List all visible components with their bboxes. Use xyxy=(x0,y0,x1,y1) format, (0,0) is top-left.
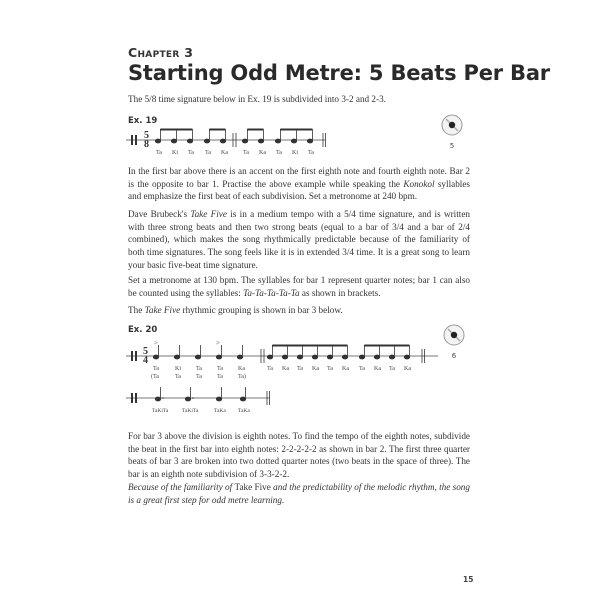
syllable: Ka xyxy=(404,366,411,372)
syllable: Ta xyxy=(153,366,159,372)
syllable: Ta xyxy=(267,366,273,372)
example-19-label: Ex. 19 xyxy=(128,116,158,126)
accent-mark: > xyxy=(154,339,158,347)
example-19-notation xyxy=(118,126,438,162)
syllable: Ka xyxy=(221,150,228,156)
syllable: Ta xyxy=(389,366,395,372)
alt-syllable: Ta) xyxy=(238,374,246,380)
paragraph-konokol: In the first bar above there is an accent on the first eighth note and fourth eighth note. Bar 2 is the opposite to bar 1. Practise the above example while speaking the Konokol syllables and emphasize the first beat of each subdivision. Set a metronome at 240 bpm. xyxy=(128,166,470,202)
example-20-notation-row-2 xyxy=(118,386,278,418)
syllable: TaKa xyxy=(214,408,226,414)
syllable: Ta xyxy=(205,150,211,156)
paragraph-conclusion: Because of the familiarity of Take Five and the predictability of the melodic rhythm, the song is a great first step for odd metre learning. xyxy=(128,482,470,505)
example-20-notation-row-1 xyxy=(118,336,438,386)
syllable: Ta xyxy=(359,366,365,372)
page-title: Starting Odd Metre: 5 Beats Per Bar xyxy=(128,61,550,85)
time-signature-bottom: 8 xyxy=(144,139,149,150)
syllable: TaKa xyxy=(238,408,250,414)
cd-track-5 xyxy=(439,114,465,150)
syllable: Ta xyxy=(156,150,162,156)
page-number: 15 xyxy=(463,575,474,584)
paragraph-metronome: Set a metronome at 130 bpm. The syllables for bar 1 represent quarter notes; bar 1 can also be counted using the syllables: Ta-Ta-Ta-Ta-Ta as shown in brackets. xyxy=(128,275,470,298)
intro-paragraph: The 5/8 time signature below in Ex. 19 is subdivided into 3-2 and 2-3. xyxy=(128,94,386,104)
syllable: Ta xyxy=(217,366,223,372)
time-signature-top: 5 xyxy=(144,130,149,141)
syllable: Ka xyxy=(238,366,245,372)
cd-track-6 xyxy=(441,324,467,360)
chapter-label: Chapter 3 xyxy=(128,45,194,60)
syllable: Ta xyxy=(276,150,282,156)
cd-track-number: 5 xyxy=(449,142,455,150)
syllable: Ta xyxy=(243,150,249,156)
paragraph-take-five: Dave Brubeck's Take Five is in a medium tempo with a 5/4 time signature, and is written with three strong beats and then two strong beats (equal to a bar of 3/4 and a bar of 2/4 combined), which makes the song rhythmically predictable because of the familiarity of both time signatures. The song feels like it is in extended 3/4 time. It is a great song to learn your basic five-beat time signature. xyxy=(128,209,470,270)
cd-icon xyxy=(443,324,465,346)
syllable: Ta xyxy=(188,150,194,156)
paragraph-grouping: The Take Five rhythmic grouping is shown in bar 3 below. xyxy=(128,305,343,315)
syllable: Ta xyxy=(308,150,314,156)
cd-track-number: 6 xyxy=(451,352,457,360)
example-20-label: Ex. 20 xyxy=(128,325,158,335)
syllable: Ka xyxy=(312,366,319,372)
syllable: TaKiTa xyxy=(182,408,199,414)
syllable: Ta xyxy=(327,366,333,372)
syllable: Ka xyxy=(342,366,349,372)
paragraph-bar-3: For bar 3 above the division is eighth notes. To find the tempo of the eighth notes, subdivide the beat in the first bar into eighth notes: 2-2-2-2-2 as shown in bar 2. The first three quarter beats of bar 3 are broken into two dotted quarter notes (two beats in the space of three). The bar is an eighth note subdivision of 3-3-2-2. xyxy=(128,431,470,480)
alt-syllable: Ta xyxy=(217,374,223,380)
syllable: Ki xyxy=(175,366,181,372)
syllable: Ka xyxy=(282,366,289,372)
cd-icon xyxy=(441,114,463,136)
time-signature-top: 5 xyxy=(143,346,148,357)
alt-syllable: Ta xyxy=(196,374,202,380)
accent-mark: > xyxy=(216,339,220,347)
syllable: Ta xyxy=(297,366,303,372)
syllable: TaKiTa xyxy=(152,408,169,414)
time-signature-bottom: 4 xyxy=(143,355,148,366)
alt-syllable: (Ta xyxy=(151,374,159,380)
syllable: Ki xyxy=(172,150,178,156)
syllable: Ka xyxy=(259,150,266,156)
syllable: Ka xyxy=(374,366,381,372)
syllable: Ta xyxy=(196,366,202,372)
alt-syllable: Ta xyxy=(175,374,181,380)
syllable: Ki xyxy=(292,150,298,156)
